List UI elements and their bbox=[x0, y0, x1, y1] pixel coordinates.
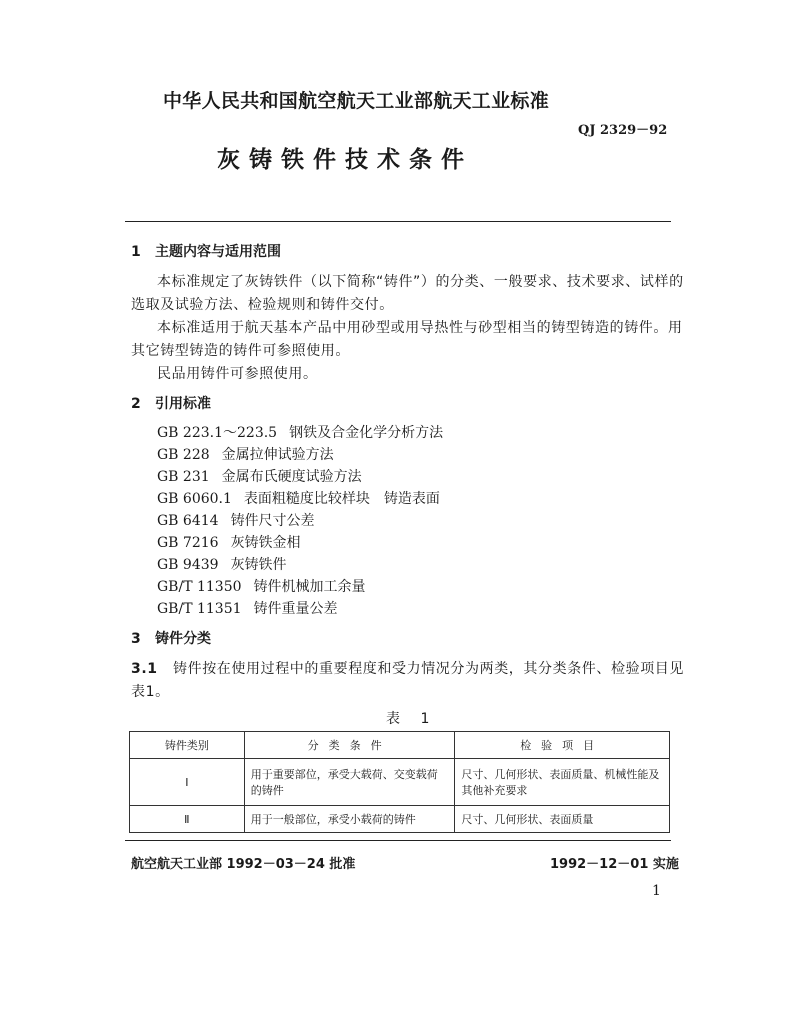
standard-ref-code: GB/T 11350 bbox=[157, 579, 242, 595]
standard-ref-code: GB 6060.1 bbox=[157, 491, 232, 507]
standard-ref-code: GB 6414 bbox=[157, 513, 219, 529]
section-1-number: 1 bbox=[131, 244, 141, 260]
section-3-heading bbox=[131, 628, 211, 648]
clause-text: 铸件按在使用过程中的重要程度和受力情况分为两类，其分类条件、检验项目见 bbox=[173, 661, 684, 677]
section-1-heading bbox=[131, 241, 281, 261]
clause-3-1-line-1 bbox=[131, 658, 684, 678]
standard-code: QJ 2329－92 bbox=[578, 123, 668, 138]
header-condition: 分类条件 bbox=[244, 732, 455, 759]
footer-divider bbox=[125, 840, 671, 841]
standard-ref-name: 灰铸铁件 bbox=[230, 557, 287, 573]
section-3-number: 3 bbox=[131, 631, 141, 647]
standard-ref-1 bbox=[157, 422, 443, 442]
table-header-row bbox=[130, 732, 670, 759]
standard-ref-4 bbox=[157, 488, 440, 508]
standard-ref-name: 钢铁及合金化学分析方法 bbox=[289, 425, 444, 441]
table-caption: 表 1 bbox=[386, 711, 438, 727]
standard-ref-name: 铸件机械加工余量 bbox=[253, 579, 366, 595]
approval-line: 航空航天工业部 1992－03－24 批准 bbox=[131, 857, 356, 872]
cell-inspection: 尺寸、几何形状、表面质量 bbox=[455, 806, 670, 833]
page-number: 1 bbox=[652, 883, 661, 899]
clause-number: 3.1 bbox=[131, 661, 158, 677]
standard-ref-code: GB 228 bbox=[157, 447, 210, 463]
section-1-paragraph-1-line-1: 本标准规定了灰铸铁件（以下简称“铸件”）的分类、一般要求、技术要求、试样的 bbox=[157, 274, 684, 290]
table-row bbox=[130, 759, 670, 806]
table-row bbox=[130, 806, 670, 833]
section-3-title: 铸件分类 bbox=[155, 631, 211, 647]
clause-3-1-line-2: 表1。 bbox=[131, 684, 170, 700]
section-1-paragraph-2-line-2: 其它铸型铸造的铸件可参照使用。 bbox=[131, 343, 350, 359]
section-2-heading bbox=[131, 393, 211, 413]
standard-ref-7 bbox=[157, 554, 287, 574]
standard-ref-name: 铸件尺寸公差 bbox=[230, 513, 315, 529]
header-divider bbox=[125, 221, 671, 222]
document-title: 灰铸铁件技术条件 bbox=[217, 147, 473, 173]
cell-inspection: 尺寸、几何形状、表面质量、机械性能及其他补充要求 bbox=[455, 759, 670, 806]
standard-ref-name: 表面粗糙度比较样块 铸造表面 bbox=[243, 491, 440, 507]
cell-condition: 用于重要部位，承受大载荷、交变载荷的铸件 bbox=[244, 759, 455, 806]
standard-ref-3 bbox=[157, 466, 362, 486]
issuing-organization: 中华人民共和国航空航天工业部航天工业标准 bbox=[163, 90, 550, 112]
classification-table bbox=[129, 731, 670, 833]
standard-ref-6 bbox=[157, 532, 301, 552]
cell-category: Ⅰ bbox=[130, 759, 245, 806]
section-1-paragraph-3: 民品用铸件可参照使用。 bbox=[157, 366, 318, 382]
cell-condition: 用于一般部位，承受小载荷的铸件 bbox=[244, 806, 455, 833]
standard-ref-name: 金属布氏硬度试验方法 bbox=[221, 469, 362, 485]
section-1-paragraph-1-line-2: 选取及试验方法、检验规则和铸件交付。 bbox=[131, 297, 394, 313]
cell-category: Ⅱ bbox=[130, 806, 245, 833]
standard-ref-name: 铸件重量公差 bbox=[253, 601, 338, 617]
section-1-paragraph-2-line-1: 本标准适用于航天基本产品中用砂型或用导热性与砂型相当的铸型铸造的铸件。用 bbox=[157, 320, 683, 336]
standard-ref-2 bbox=[157, 444, 334, 464]
header-category: 铸件类别 bbox=[130, 732, 245, 759]
section-2-number: 2 bbox=[131, 396, 141, 412]
standard-ref-9 bbox=[157, 598, 338, 618]
standard-ref-name: 灰铸铁金相 bbox=[230, 535, 301, 551]
standard-ref-8 bbox=[157, 576, 366, 596]
standard-ref-code: GB 9439 bbox=[157, 557, 219, 573]
standard-ref-code: GB/T 11351 bbox=[157, 601, 242, 617]
standard-ref-code: GB 223.1～223.5 bbox=[157, 425, 278, 441]
section-1-title: 主题内容与适用范围 bbox=[155, 244, 281, 260]
implementation-line: 1992－12－01 实施 bbox=[550, 857, 679, 872]
standard-ref-code: GB 231 bbox=[157, 469, 210, 485]
standard-ref-code: GB 7216 bbox=[157, 535, 219, 551]
standard-ref-name: 金属拉伸试验方法 bbox=[221, 447, 334, 463]
section-2-title: 引用标准 bbox=[155, 396, 211, 412]
header-inspection: 检验项目 bbox=[455, 732, 670, 759]
standard-ref-5 bbox=[157, 510, 315, 530]
